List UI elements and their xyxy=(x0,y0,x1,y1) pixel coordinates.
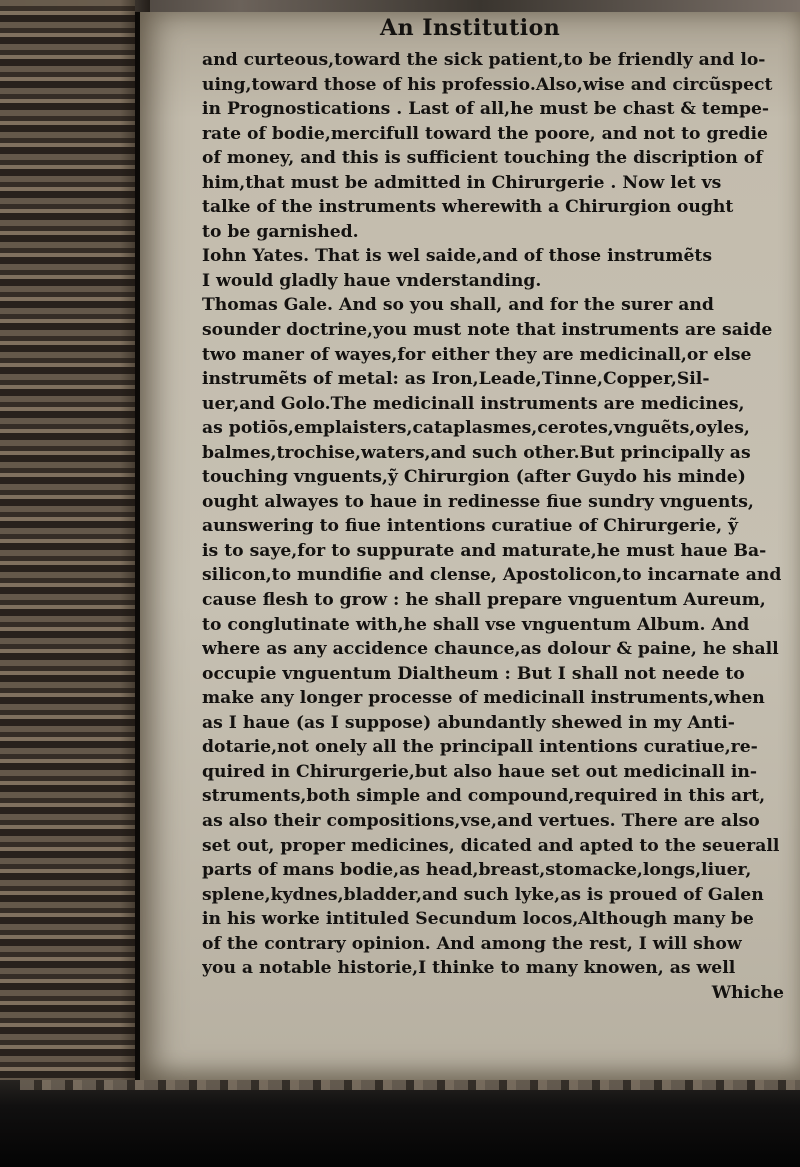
text-line: uing,toward those of his professio.Also,wise and circũspect xyxy=(202,74,773,95)
book-page xyxy=(140,12,800,1080)
text-line: Thomas Gale. And so you shall, and for the surer and xyxy=(202,295,714,316)
text-line: ought alwayes to haue in redinesse fiue sundry vnguents, xyxy=(202,491,754,512)
text-line: struments,both simple and compound,required in this art, xyxy=(202,786,766,807)
left-page-gutter xyxy=(0,0,135,1080)
text-line: in his worke intituled Secundum locos,Although many be xyxy=(202,909,754,930)
text-line: to be garnished. xyxy=(202,221,359,242)
scan-bottom-margin xyxy=(0,1080,800,1167)
page-header xyxy=(140,12,800,48)
text-line: two maner of wayes,for either they are medicinall,or else xyxy=(202,344,752,365)
text-line: is to saye,for to suppurate and maturate,he must haue Ba- xyxy=(202,540,767,561)
text-line: uer,and Golo.The medicinall instruments are medicines, xyxy=(202,393,745,414)
text-line: of money, and this is sufficient touching the discription of xyxy=(202,148,763,169)
text-line: splene,kydnes,bladder,and such lyke,as is proued of Galen xyxy=(202,884,764,905)
text-line: in Prognostications . Last of all,he must be chast & tempe- xyxy=(202,99,770,120)
text-line: I would gladly haue vnderstanding. xyxy=(202,270,542,291)
text-line: you a notable historie,I thinke to many knowen, as well xyxy=(202,958,736,979)
running-head: An Institution xyxy=(380,15,561,41)
text-line: make any longer processe of medicinall instruments,when xyxy=(202,688,765,709)
text-line: balmes,trochise,waters,and such other.But principally as xyxy=(202,442,751,463)
catchword: Whiche xyxy=(711,982,784,1003)
text-line: talke of the instruments wherewith a Chirurgion ought xyxy=(202,197,734,218)
text-line: cause flesh to grow : he shall prepare vnguentum Aureum, xyxy=(202,590,766,611)
text-line: set out, proper medicines, dicated and apted to the seuerall xyxy=(202,835,780,856)
text-line: of the contrary opinion. And among the rest, I will show xyxy=(202,933,742,954)
text-line: parts of mans bodie,as head,breast,stomacke,longs,liuer, xyxy=(202,860,752,881)
text-line: quired in Chirurgerie,but also haue set out medicinall in- xyxy=(202,761,758,782)
text-line: and curteous,toward the sick patient,to be friendly and lo- xyxy=(202,50,766,70)
body-text xyxy=(202,48,790,1005)
text-line: as I haue (as I suppose) abundantly shewed in my Anti- xyxy=(202,712,735,733)
page-bottom-edge xyxy=(20,1080,800,1090)
text-line: touching vnguents,ỹ Chirurgion (after Guydo his minde) xyxy=(202,467,746,488)
text-line: as also their compositions,vse,and vertues. There are also xyxy=(202,810,760,831)
text-line: dotarie,not onely all the principall intentions curatiue,re- xyxy=(202,737,758,758)
text-line: occupie vnguentum Dialtheum : But I shall not neede to xyxy=(202,663,745,684)
text-line: to conglutinate with,he shall vse vnguentum Album. And xyxy=(202,614,750,635)
text-line: aunswering to fiue intentions curatiue of Chirurgerie, ỹ xyxy=(202,516,739,537)
text-line: where as any accidence chaunce,as dolour & paine, he shall xyxy=(202,639,779,660)
text-line: instrumẽts of metal: as Iron,Leade,Tinne,Copper,Sil- xyxy=(202,369,710,390)
text-line: as potiōs,emplaisters,cataplasmes,cerotes,vnguẽts,oyles, xyxy=(202,418,750,439)
text-line: him,that must be admitted in Chirurgerie . Now let vs xyxy=(202,172,722,193)
text-line: silicon,to mundifie and clense, Apostolicon,to incarnate and xyxy=(202,565,782,586)
text-line: sounder doctrine,you must note that instruments are saide xyxy=(202,320,773,341)
text-line: Iohn Yates. That is wel saide,and of those instrumẽts xyxy=(202,246,713,267)
text-line: rate of bodie,mercifull toward the poore, and not to gredie xyxy=(202,123,768,144)
